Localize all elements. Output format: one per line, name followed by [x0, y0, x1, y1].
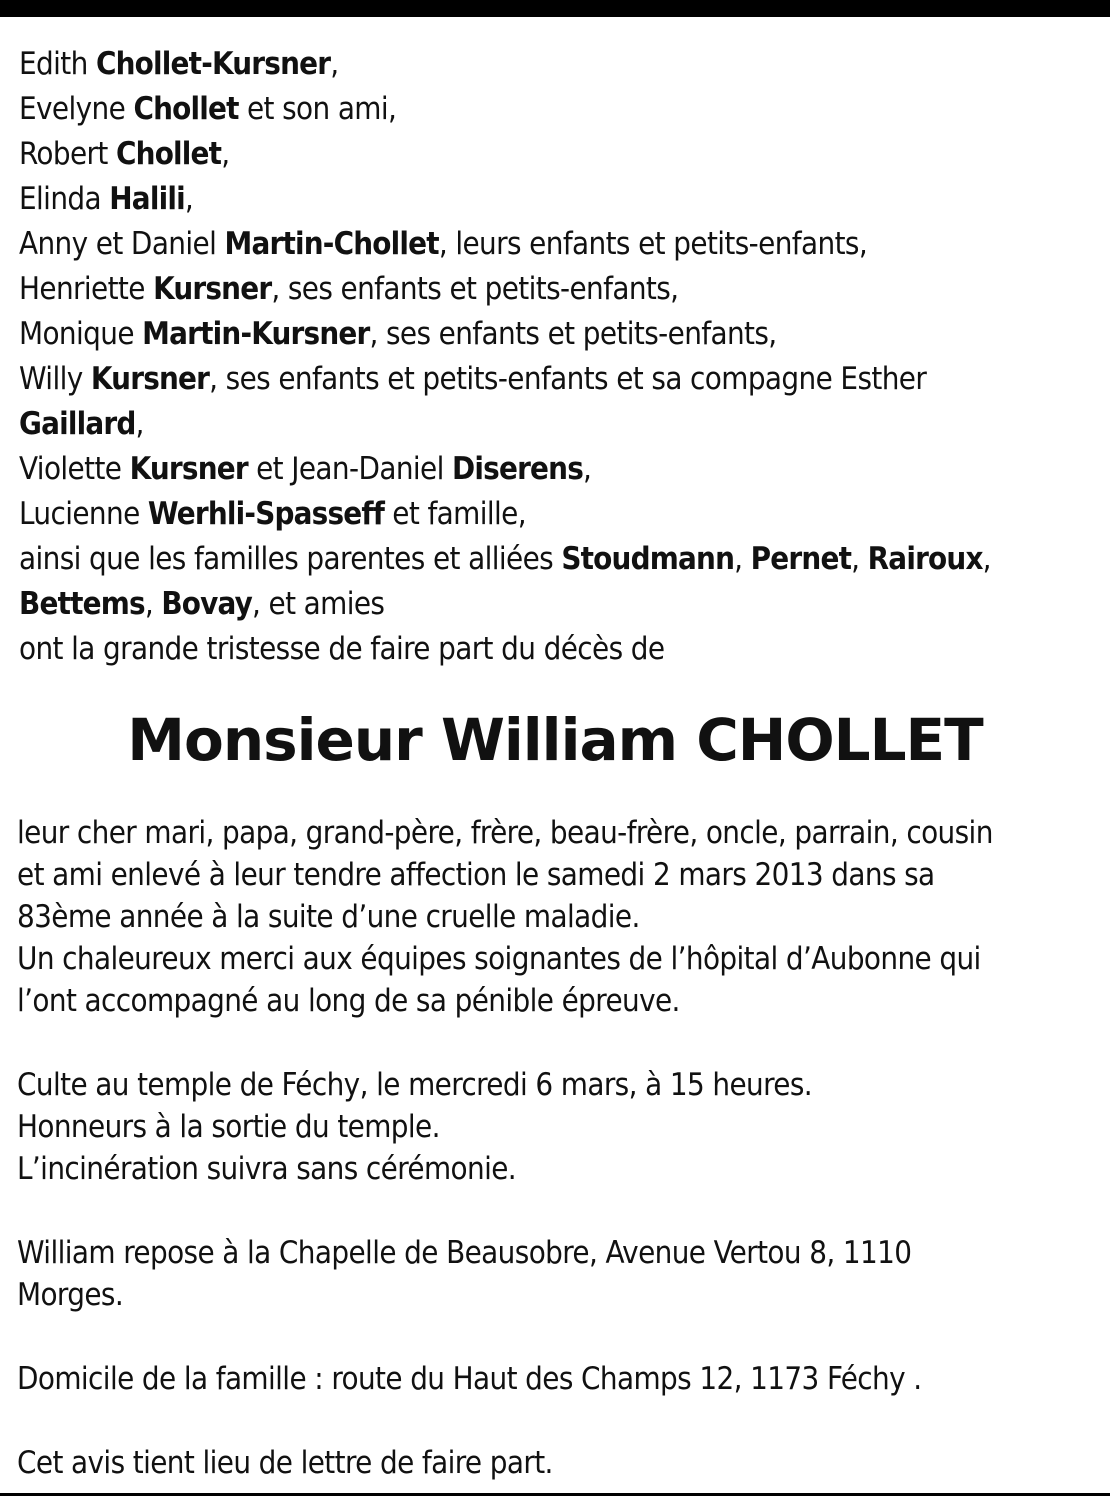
family-text: et famille,: [384, 496, 526, 532]
paragraph-gap: [17, 1316, 1107, 1358]
family-surname: Pernet: [750, 541, 852, 577]
body-line: Domicile de la famille : route du Haut des Champs 12, 1173 Féchy .: [17, 1361, 922, 1397]
family-surname: Halili: [109, 181, 185, 217]
family-line: [19, 87, 1105, 132]
family-line: [19, 177, 1105, 222]
family-surname: Chollet: [115, 136, 222, 172]
family-line: [19, 447, 1105, 492]
family-surname: Kursner: [90, 361, 210, 397]
family-surname: Bettems: [19, 586, 145, 622]
family-text: ainsi que les familles parentes et alliées: [19, 541, 562, 577]
family-text: ,: [330, 46, 339, 82]
paragraph-gap: [17, 1190, 1107, 1232]
paragraph-gap: [17, 1400, 1107, 1442]
body-line: 83ème année à la suite d’une cruelle maladie.: [17, 899, 640, 935]
family-text: , leurs enfants et petits-enfants,: [438, 226, 868, 262]
family-list: [19, 42, 1105, 672]
family-line: [19, 312, 1105, 357]
family-text: Anny et Daniel: [19, 226, 225, 262]
family-text: Robert: [19, 136, 116, 172]
family-surname: Werhli-Spasseff: [147, 496, 385, 532]
family-line: [19, 222, 1105, 267]
family-text: Henriette: [19, 271, 154, 307]
family-text: ,: [734, 541, 751, 577]
top-rule: [0, 0, 1110, 17]
family-text: ,: [583, 451, 592, 487]
family-line: [19, 42, 1105, 87]
family-surname: Martin-Chollet: [224, 226, 439, 262]
body-line: L’incinération suivra sans cérémonie.: [17, 1151, 517, 1187]
body-line: et ami enlevé à leur tendre affection le samedi 2 mars 2013 dans sa: [17, 857, 935, 893]
family-text: et Jean-Daniel: [247, 451, 453, 487]
family-surname: Kursner: [153, 271, 272, 307]
family-text: ont la grande tristesse de faire part du décès de: [19, 631, 665, 667]
family-line: [19, 582, 1105, 627]
family-text: ,: [135, 406, 144, 442]
family-surname: Chollet: [133, 91, 239, 127]
body-line: Un chaleureux merci aux équipes soignantes de l’hôpital d’Aubonne qui: [17, 941, 981, 977]
family-line: [19, 267, 1105, 312]
deceased-name: Monsieur William CHOLLET: [127, 706, 983, 774]
family-line: [19, 132, 1105, 177]
family-text: , ses enfants et petits-enfants,: [369, 316, 777, 352]
family-text: Evelyne: [19, 91, 134, 127]
family-text: Willy: [19, 361, 91, 397]
family-line: [19, 492, 1105, 537]
family-text: Monique: [19, 316, 143, 352]
body-line: Morges.: [17, 1277, 124, 1313]
family-text: , ses enfants et petits-enfants,: [271, 271, 679, 307]
family-surname: Bovay: [161, 586, 252, 622]
body-line: leur cher mari, papa, grand-père, frère, beau-frère, oncle, parrain, cousin: [17, 815, 993, 851]
family-text: ,: [144, 586, 162, 622]
family-text: , et amies: [252, 586, 385, 622]
family-surname: Diserens: [452, 451, 584, 487]
family-text: ,: [982, 541, 991, 577]
family-line: [19, 357, 1105, 402]
body-line: William repose à la Chapelle de Beausobre, Avenue Vertou 8, 1110: [17, 1235, 912, 1271]
family-text: ,: [221, 136, 230, 172]
body-line: Honneurs à la sortie du temple.: [17, 1109, 440, 1145]
family-text: Violette: [19, 451, 130, 487]
family-text: Lucienne: [19, 496, 148, 532]
family-surname: Chollet-Kursner: [95, 46, 331, 82]
family-surname: Gaillard: [19, 406, 136, 442]
family-text: , ses enfants et petits-enfants et sa compagne Esther: [209, 361, 927, 397]
family-line: [19, 627, 1105, 672]
paragraph-gap: [17, 1022, 1107, 1064]
family-text: ,: [851, 541, 868, 577]
bottom-rule: [0, 1493, 1110, 1496]
family-line: [19, 537, 1105, 582]
family-text: ,: [184, 181, 194, 217]
family-text: et son ami,: [238, 91, 397, 127]
family-surname: Kursner: [129, 451, 248, 487]
announcement-body: [17, 812, 1107, 1484]
family-text: Elinda: [19, 181, 110, 217]
family-text: Edith: [19, 46, 96, 82]
family-surname: Rairoux: [867, 541, 983, 577]
family-surname: Stoudmann: [561, 541, 735, 577]
family-surname: Martin-Kursner: [142, 316, 370, 352]
body-line: l’ont accompagné au long de sa pénible épreuve.: [17, 983, 680, 1019]
body-line: Culte au temple de Féchy, le mercredi 6 mars, à 15 heures.: [17, 1067, 813, 1103]
body-line: Cet avis tient lieu de lettre de faire part.: [17, 1445, 553, 1481]
family-line: [19, 402, 1105, 447]
